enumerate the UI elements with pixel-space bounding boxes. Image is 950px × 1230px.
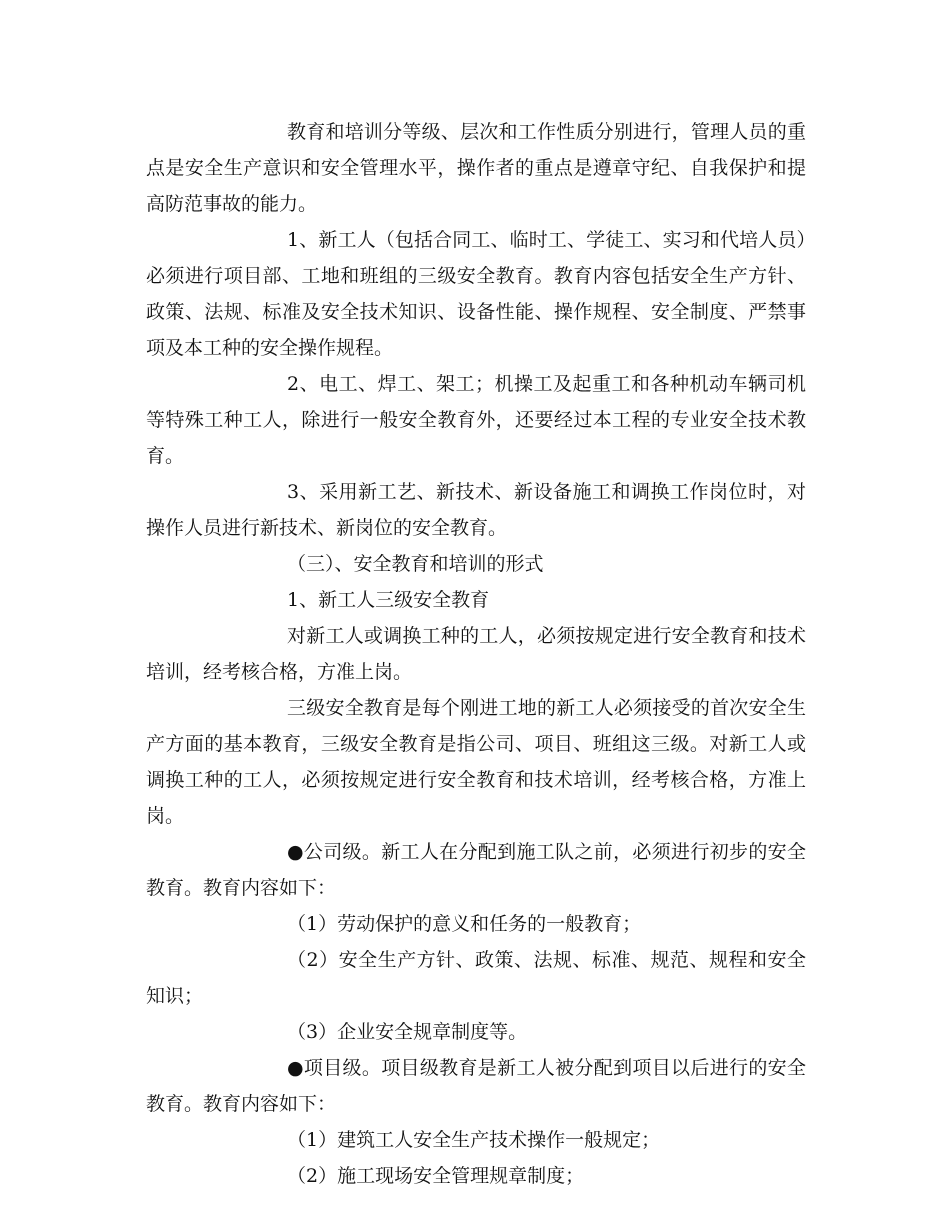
list-item-project-1: （1）建筑工人安全生产技术操作一般规定；	[287, 1129, 661, 1151]
paragraph-job-change-training: 对新工人或调换工种的工人，必须按规定进行安全教育和技术培训，经考核合格，方准上岗。	[146, 625, 806, 683]
list-item-company-3: （3）企业安全规章制度等。	[287, 1021, 528, 1043]
paragraph-new-technology: 3、采用新工艺、新技术、新设备施工和调换工作岗位时，对操作人员进行新技术、新岗位的安全教育。	[146, 481, 806, 539]
list-item-company-1: （1）劳动保护的意义和任务的一般教育；	[287, 913, 642, 935]
paragraph-three-level-definition: 三级安全教育是每个刚进工地的新工人必须接受的首次安全生产方面的基本教育，三级安全教育是指公司、项目、班组这三级。对新工人或调换工种的工人，必须按规定进行安全教育和技术培训，经考核合格，方准上岗。	[146, 697, 806, 827]
paragraph-new-workers: 1、新工人（包括合同工、临时工、学徒工、实习和代培人员）必须进行项目部、工地和班组的三级安全教育。教育内容包括安全生产方针、政策、法规、标准及安全技术知识、设备性能、操作规程、安全制度、严禁事项及本工种的安全操作规程。	[146, 229, 806, 359]
section-heading-training-forms: （三）、安全教育和培训的形式	[287, 553, 544, 575]
document-body	[146, 114, 806, 1194]
paragraph-special-workers: 2、电工、焊工、架工；机操工及起重工和各种机动车辆司机等特殊工种工人，除进行一般安全教育外，还要经过本工程的专业安全技术教育。	[146, 373, 806, 467]
subheading-three-level-education: 1、新工人三级安全教育	[287, 589, 490, 611]
list-item-company-2: （2）安全生产方针、政策、法规、标准、规范、规程和安全知识；	[146, 949, 806, 1007]
bullet-company-level: ●公司级。新工人在分配到施工队之前，必须进行初步的安全教育。教育内容如下：	[146, 841, 806, 899]
paragraph-training-levels: 教育和培训分等级、层次和工作性质分别进行，管理人员的重点是安全生产意识和安全管理水平，操作者的重点是遵章守纪、自我保护和提高防范事故的能力。	[146, 121, 806, 215]
bullet-project-level: ●项目级。项目级教育是新工人被分配到项目以后进行的安全教育。教育内容如下：	[146, 1057, 806, 1115]
list-item-project-2: （2）施工现场安全管理规章制度；	[287, 1165, 585, 1187]
